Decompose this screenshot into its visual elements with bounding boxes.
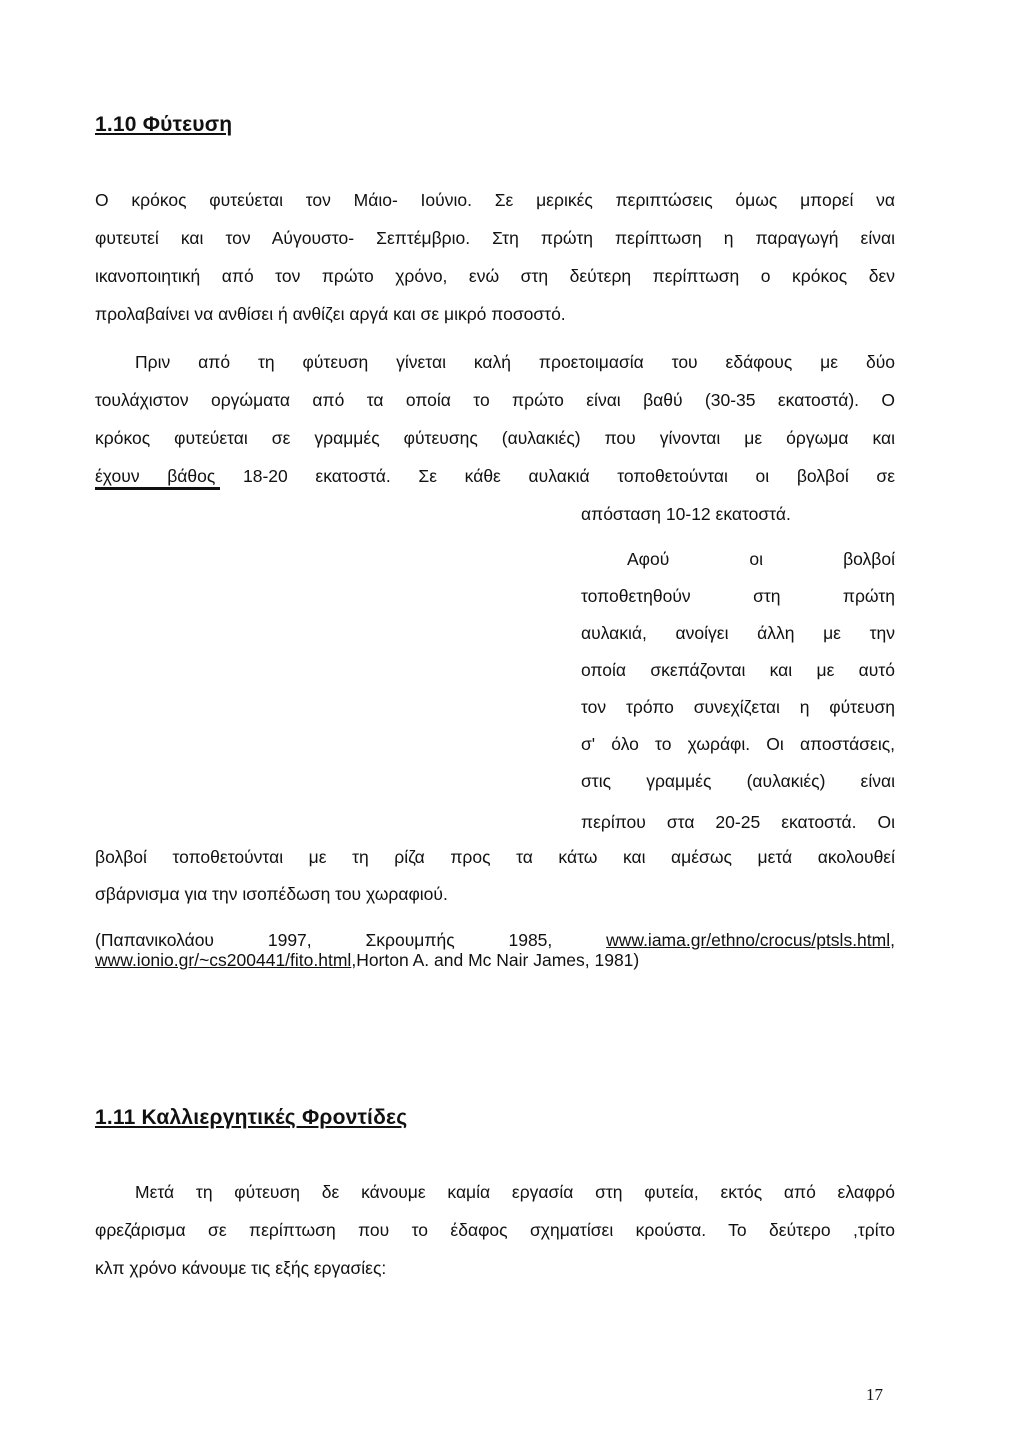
paragraph-line: προλαβαίνει να ανθίσει ή ανθίζει αργά και σε μικρό ποσοστό. [95,304,566,324]
paragraph-line: τον τρόπο συνεχίζεται η φύτευση [581,697,895,717]
paragraph-line: τουλάχιστον οργώματα από τα οποία το πρώτο είναι βαθύ (30-35 εκατοστά). Ο [95,390,895,410]
paragraph-line: έχουν βάθος 18-20 εκατοστά. Σε κάθε αυλακιά τοποθετούνται οι βολβοί σε [95,466,895,486]
reference-link[interactable]: www.ionio.gr/~cs200441/fito.html [95,950,352,970]
paragraph-line: σβάρνισμα για την ισοπέδωση του χωραφιού. [95,884,448,904]
paragraph-line: περίπου στα 20-25 εκατοστά. Οι [581,812,895,832]
image-edge-rule [95,487,220,490]
paragraph-line: φυτευτεί και τον Αύγουστο- Σεπτέμβριο. Στη πρώτη περίπτωση η παραγωγή είναι [95,228,895,248]
page-number: 17 [866,1385,883,1404]
paragraph-line: Αφού οι βολβοί [627,549,895,569]
paragraph-line: Πριν από τη φύτευση γίνεται καλή προετοιμασία του εδάφους με δύο [135,352,895,372]
paragraph-line: Μετά τη φύτευση δε κάνουμε καμία εργασία στη φυτεία, εκτός από ελαφρό [135,1182,895,1202]
paragraph-line: Ο κρόκος φυτεύεται τον Μάιο- Ιούνιο. Σε μερικές περιπτώσεις όμως μπορεί να [95,190,895,210]
section-heading-planting: 1.10 Φύτευση [95,113,233,136]
section-heading-cultivation-care: 1.11 Καλλιεργητικές Φροντίδες [95,1106,408,1129]
references-line-2 [95,949,639,971]
reference-link[interactable]: www.iama.gr/ethno/crocus/ptsls.html [606,930,891,950]
paragraph-line: σ' όλο το χωράφι. Οι αποστάσεις, [581,734,895,754]
reference-authors: (Παπανικολάου 1997, Σκρουμπής 1985, [95,930,607,950]
paragraph-line: αυλακιά, ανοίγει άλλη με την [581,623,895,643]
reference-separator: , [890,930,895,950]
paragraph-line: ικανοποιητική από τον πρώτο χρόνο, ενώ στη δεύτερη περίπτωση ο κρόκος δεν [95,266,895,286]
paragraph-line: βολβοί τοποθετούνται με τη ρίζα προς τα κάτω και αμέσως μετά ακολουθεί [95,847,895,867]
paragraph-line: κλπ χρόνο κάνουμε τις εξής εργασίες: [95,1258,387,1278]
reference-authors: ,Horton A. and Mc Nair James, 1981) [351,950,640,970]
paragraph-line: οποία σκεπάζονται και με αυτό [581,660,895,680]
paragraph-line: τοποθετηθούν στη πρώτη [581,586,895,606]
paragraph-line: στις γραμμές (αυλακιές) είναι [581,771,895,791]
paragraph-line: απόσταση 10-12 εκατοστά. [581,504,791,524]
references-line-1 [95,929,895,951]
paragraph-line: φρεζάρισμα σε περίπτωση που το έδαφος σχηματίσει κρούστα. Το δεύτερο ,τρίτο [95,1220,895,1240]
paragraph-line: κρόκος φυτεύεται σε γραμμές φύτευσης (αυλακιές) που γίνονται με όργωμα και [95,428,895,448]
